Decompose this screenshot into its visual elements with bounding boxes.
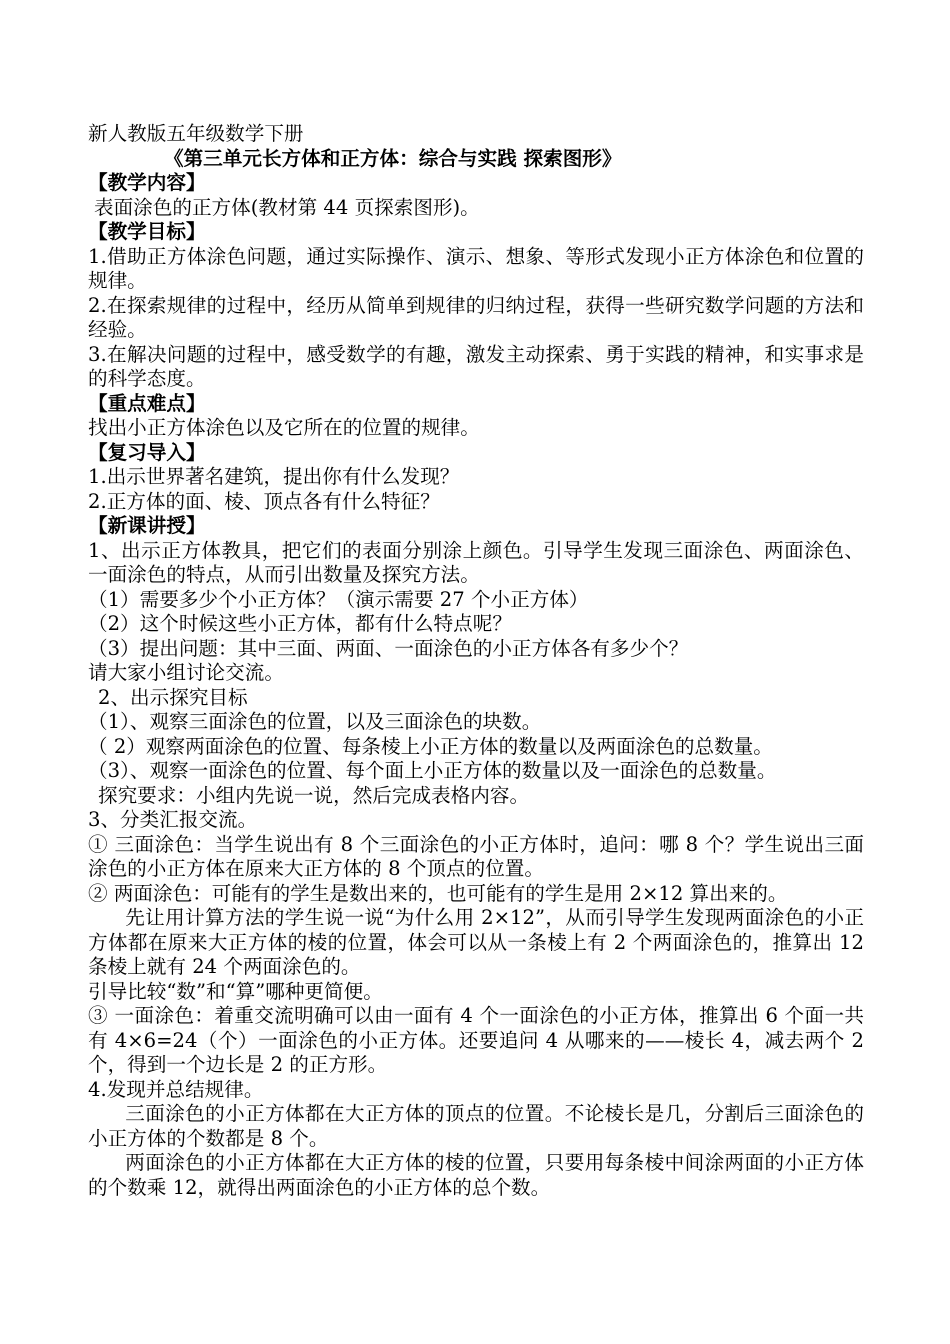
section-heading-goals: 【教学目标】 — [88, 220, 206, 243]
question-3: （3）提出问题：其中三面、两面、一面涂色的小正方体各有多少个？ — [88, 636, 689, 660]
review-item-2: 2.正方体的面、棱、顶点各有什么特征？ — [88, 489, 440, 513]
question-1: （1）需要多少个小正方体？（演示需要 27 个小正方体） — [88, 587, 589, 611]
report-two-faces-detail: 先让用计算方法的学生说一说“为什么用 2×12”，从而引导学生发现两面涂色的小正方体都在原来大正方体的棱的位置，体会可以从一条棱上有 2 个两面涂色的，推算出 12 条棱上就有 24 个两面涂色的。 — [88, 906, 864, 978]
lesson-title: 《第三单元长方体和正方体：综合与实践 探索图形》 — [164, 146, 622, 170]
review-item-1: 1.出示世界著名建筑，提出你有什么发现？ — [88, 465, 460, 488]
goal-item-1: 1.借助正方体涂色问题，通过实际操作、演示、想象、等形式发现小正方体涂色和位置的规律。 — [88, 244, 864, 292]
summary-rule-2: 两面涂色的小正方体都在大正方体的棱的位置，只要用每条棱中间涂两面的小正方体的个数乘 12，就得出两面涂色的小正方体的总个数。 — [88, 1151, 864, 1199]
report-title: 3、分类汇报交流。 — [88, 808, 258, 831]
question-2: （2）这个时候这些小正方体，都有什么特点呢？ — [88, 612, 512, 635]
compare-text: 引导比较“数”和“算”哪种更简便。 — [88, 979, 383, 1003]
section-heading-content: 【教学内容】 — [88, 171, 206, 194]
goal-title: 2、出示探究目标 — [98, 685, 248, 709]
explore-goal-1: （1）、观察三面涂色的位置，以及三面涂色的块数。 — [88, 710, 542, 733]
section-heading-review: 【复习导入】 — [88, 440, 206, 464]
discuss-text: 请大家小组讨论交流。 — [88, 661, 284, 684]
explore-goal-3: （3）、观察一面涂色的位置、每个面上小正方体的数量以及一面涂色的总数量。 — [88, 759, 777, 782]
report-two-faces: ② 两面涂色：可能有的学生是数出来的，也可能有的学生是用 2×12 算出来的。 — [88, 881, 788, 905]
section-heading-key-points: 【重点难点】 — [88, 391, 206, 415]
report-three-faces: ① 三面涂色：当学生说出有 8 个三面涂色的小正方体时，追问：哪 8 个？学生说出三面涂色的小正方体在原来大正方体的 8 个顶点的位置。 — [88, 832, 864, 880]
book-label: 新人教版五年级数学下册 — [88, 122, 304, 145]
goal-item-2: 2.在探索规律的过程中，经历从简单到规律的归纳过程，获得一些研究数学问题的方法和经验。 — [88, 293, 864, 341]
summary-title: 4.发现并总结规律。 — [88, 1077, 264, 1101]
content-text: 表面涂色的正方体(教材第 44 页探索图形)。 — [94, 195, 480, 219]
section-heading-new-lesson: 【新课讲授】 — [88, 514, 206, 537]
goal-item-3: 3.在解决问题的过程中，感受数学的有趣，激发主动探索、勇于实践的精神，和实事求是的科学态度。 — [88, 342, 864, 390]
report-one-face: ③ 一面涂色：着重交流明确可以由一面有 4 个一面涂色的小正方体，推算出 6 个面一共有 4×6=24（个）一面涂色的小正方体。还要追问 4 从哪来的——棱长 4，减去两个 2 个，得到一个边长是 2 的正方形。 — [88, 1004, 864, 1076]
key-points-text: 找出小正方体涂色以及它所在的位置的规律。 — [88, 416, 480, 439]
explore-goal-2: （ 2）观察两面涂色的位置、每条棱上小正方体的数量以及两面涂色的总数量。 — [88, 734, 773, 758]
summary-rule-1: 三面涂色的小正方体都在大正方体的顶点的位置。不论棱长是几，分割后三面涂色的小正方体的个数都是 8 个。 — [88, 1102, 864, 1150]
lesson-paragraph-1: 1、出示正方体教具，把它们的表面分别涂上颜色。引导学生发现三面涂色、两面涂色、一面涂色的特点，从而引出数量及探究方法。 — [88, 538, 864, 586]
explore-requirement: 探究要求：小组内先说一说，然后完成表格内容。 — [98, 783, 530, 807]
